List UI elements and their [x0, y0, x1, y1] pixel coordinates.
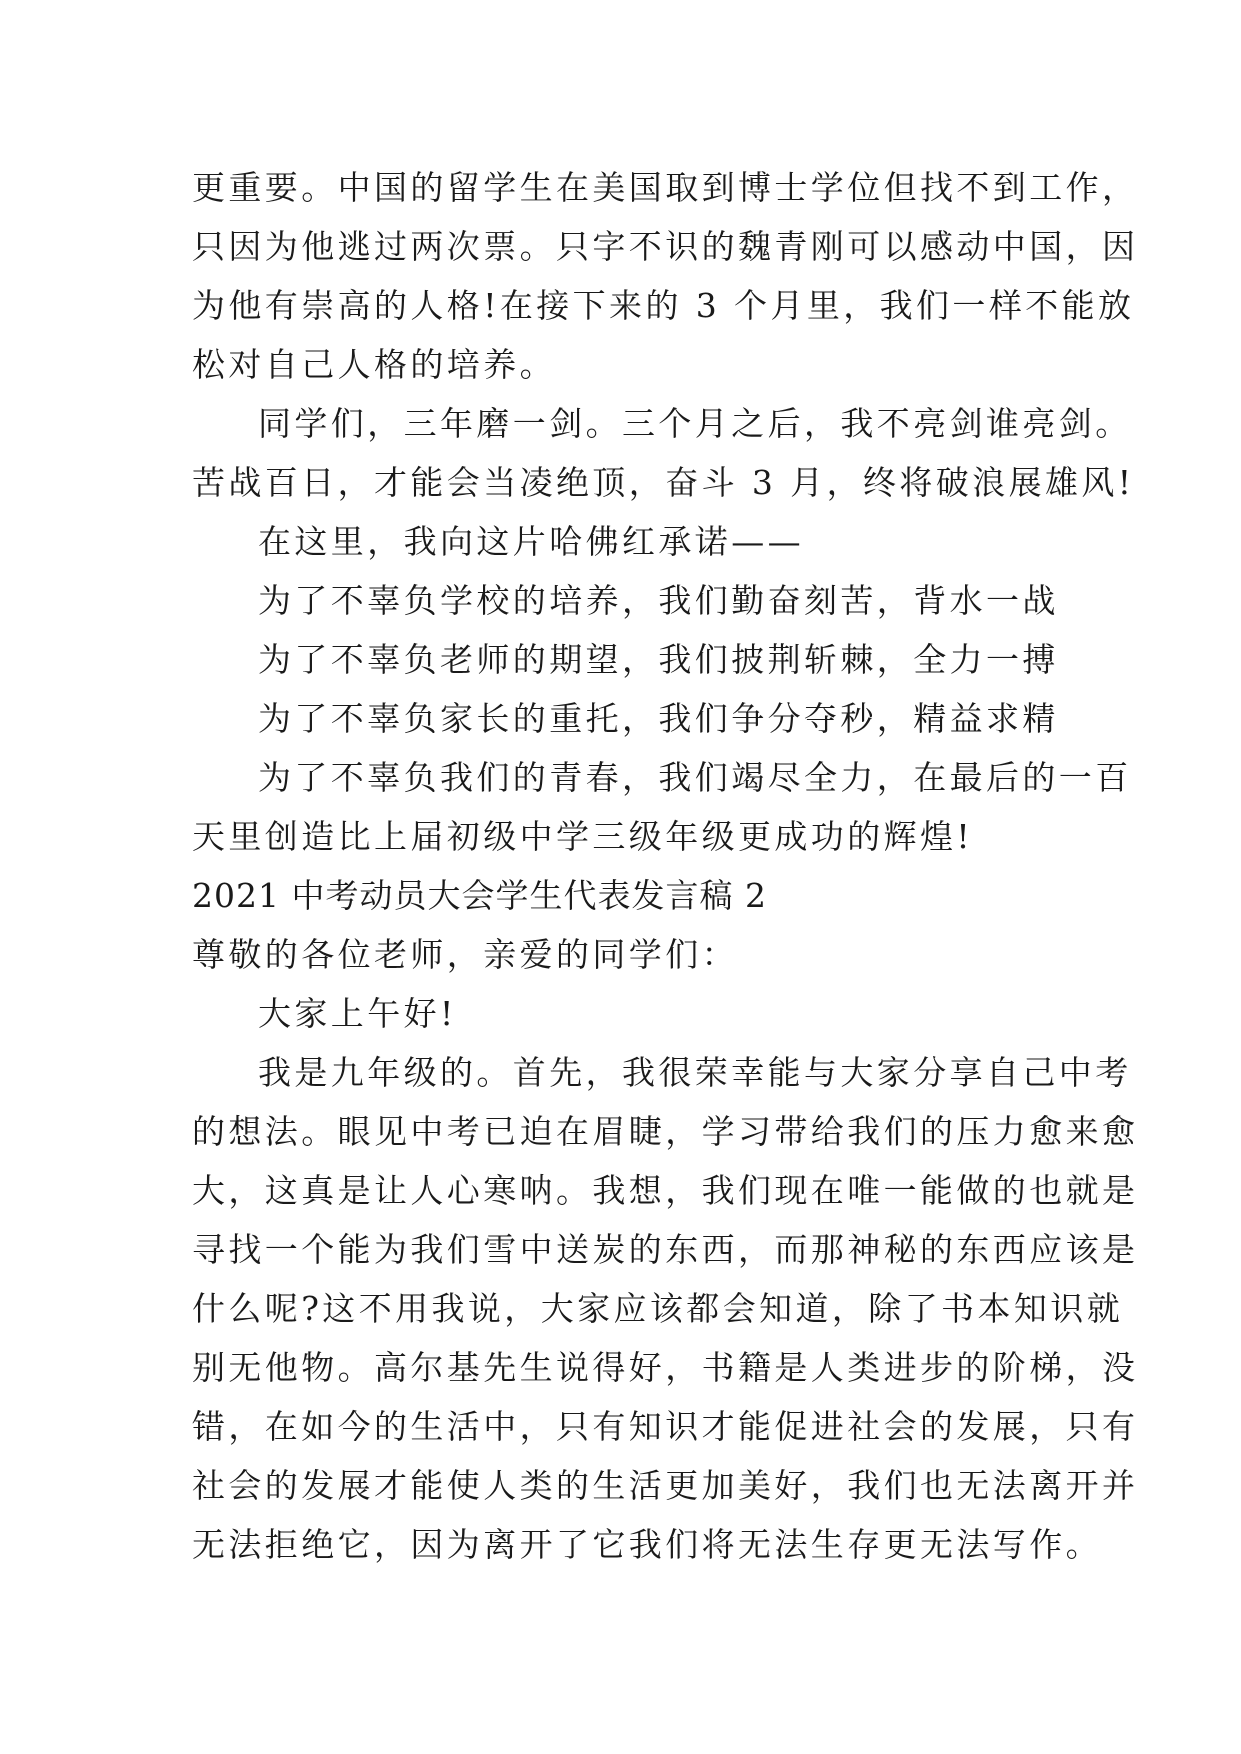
text-line: 苦战百日，才能会当凌绝顶，奋斗 3 月，终将破浪展雄风! [192, 463, 1135, 502]
text-line: 更重要。中国的留学生在美国取到博士学位但找不到工作， [192, 168, 1139, 207]
paragraph-character-importance [192, 158, 1139, 394]
text-line: 为他有崇高的人格!在接下来的 3 个月里，我们一样不能放 [192, 286, 1135, 325]
text-line: 天里创造比上届初级中学三级年级更成功的辉煌! [192, 817, 974, 856]
salutation: 尊敬的各位老师，亲爱的同学们： [192, 935, 738, 974]
text-line: 的想法。眼见中考已迫在眉睫，学习带给我们的压力愈来愈 [192, 1112, 1139, 1151]
pledge-line: 为了不辜负家长的重托，我们争分夺秒，精益求精 [258, 699, 1059, 738]
section-title: 2021 中考动员大会学生代表发言稿 2 [192, 876, 767, 915]
document-body [192, 158, 1139, 1574]
text-line: 为了不辜负我们的青春，我们竭尽全力，在最后的一百 [258, 758, 1132, 797]
pledge-line: 为了不辜负学校的培养，我们勤奋刻苦，背水一战 [258, 581, 1059, 620]
text-line: 社会的发展才能使人类的生活更加美好，我们也无法离开并 [192, 1466, 1139, 1505]
text-line: 无法拒绝它，因为离开了它我们将无法生存更无法写作。 [192, 1525, 1102, 1564]
text-line: 错，在如今的生活中，只有知识才能促进社会的发展，只有 [192, 1407, 1139, 1446]
text-line: 别无他物。高尔基先生说得好，书籍是人类进步的阶梯，没 [192, 1348, 1139, 1387]
text-line: 同学们，三年磨一剑。三个月之后，我不亮剑谁亮剑。 [258, 404, 1132, 443]
text-line: 什么呢?这不用我说，大家应该都会知道，除了书本知识就 [192, 1289, 1124, 1328]
pledge-line: 为了不辜负老师的期望，我们披荆斩棘，全力一搏 [258, 640, 1059, 679]
text-line: 松对自己人格的培养。 [192, 345, 556, 384]
text-line: 大，这真是让人心寒呐。我想，我们现在唯一能做的也就是 [192, 1171, 1139, 1210]
text-line: 寻找一个能为我们雪中送炭的东西，而那神秘的东西应该是 [192, 1230, 1139, 1269]
greeting: 大家上午好! [258, 994, 457, 1033]
paragraph-three-years [192, 394, 1135, 512]
paragraph-speech-body [192, 1043, 1139, 1574]
text-line: 只因为他逃过两次票。只字不识的魏青刚可以感动中国，因 [192, 227, 1139, 266]
text-line: 我是九年级的。首先，我很荣幸能与大家分享自己中考 [258, 1053, 1132, 1092]
pledge-intro: 在这里，我向这片哈佛红承诺—— [258, 522, 804, 561]
pledge-final [192, 748, 1132, 866]
